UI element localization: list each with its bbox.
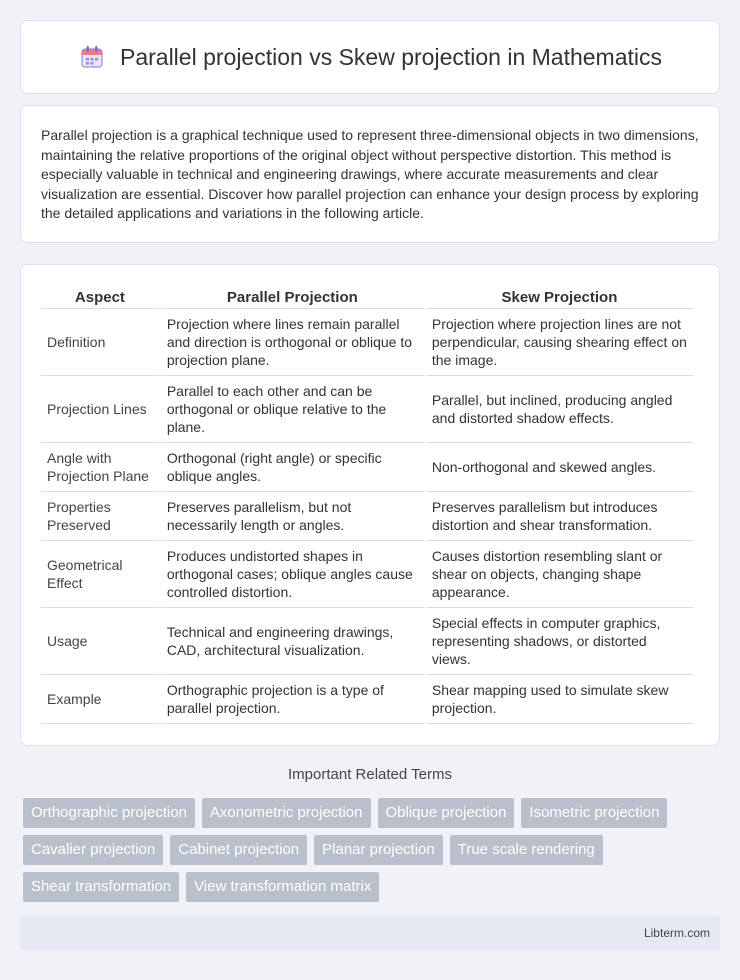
skew-cell: Special effects in computer graphics, representing shadows, or distorted views.: [426, 608, 693, 675]
page-title: Parallel projection vs Skew projection in Mathematics: [119, 43, 663, 70]
aspect-cell: Properties Preserved: [41, 492, 159, 541]
table-row: [41, 675, 693, 724]
parallel-cell: Projection where lines remain parallel and direction is orthogonal or oblique to projection plane.: [161, 309, 424, 376]
related-term-tag[interactable]: Isometric projection: [521, 798, 667, 828]
aspect-cell: Projection Lines: [41, 376, 159, 443]
related-term-tag[interactable]: Oblique projection: [378, 798, 515, 828]
aspect-cell: Angle with Projection Plane: [41, 443, 159, 492]
skew-cell: Preserves parallelism but introduces distortion and shear transformation.: [426, 492, 693, 541]
intro-card: [20, 105, 720, 243]
header: [78, 43, 662, 71]
related-term-tag[interactable]: Planar projection: [314, 835, 443, 865]
skew-cell: Projection where projection lines are not perpendicular, causing shearing effect on the image.: [426, 309, 693, 376]
tag-row: [23, 835, 723, 865]
calendar-icon: [78, 43, 106, 71]
comparison-card: [20, 264, 720, 746]
parallel-cell: Orthogonal (right angle) or specific oblique angles.: [161, 443, 424, 492]
footer: [20, 916, 720, 950]
aspect-cell: Example: [41, 675, 159, 724]
tag-row: [23, 798, 723, 828]
comparison-table: [39, 285, 695, 724]
column-header: Parallel Projection: [161, 285, 424, 309]
related-terms: [23, 798, 723, 909]
parallel-cell: Parallel to each other and can be orthogonal or oblique relative to the plane.: [161, 376, 424, 443]
column-header: Aspect: [41, 285, 159, 309]
aspect-cell: Definition: [41, 309, 159, 376]
aspect-cell: Geometrical Effect: [41, 541, 159, 608]
intro-paragraph: Parallel projection is a graphical technique used to represent three-dimensional objects in two dimensions, maintaining the relative proportions of the original object without perspective distortion. This method is especially valuable in technical and engineering drawings, where accurate measurements and clear visualization are essential. Discover how parallel projection can enhance your design process by exploring the detailed applications and variations in the following article.: [41, 127, 699, 221]
tag-row: [23, 872, 723, 902]
parallel-cell: Orthographic projection is a type of parallel projection.: [161, 675, 424, 724]
related-term-tag[interactable]: Orthographic projection: [23, 798, 195, 828]
aspect-cell: Usage: [41, 608, 159, 675]
header-card: [20, 20, 720, 94]
table-row: [41, 309, 693, 376]
related-term-tag[interactable]: True scale rendering: [450, 835, 603, 865]
table-header-row: [41, 285, 693, 309]
table-row: [41, 443, 693, 492]
table-row: [41, 541, 693, 608]
related-terms-title: Important Related Terms: [288, 766, 452, 783]
parallel-cell: Produces undistorted shapes in orthogonal cases; oblique angles cause controlled distortion.: [161, 541, 424, 608]
skew-cell: Causes distortion resembling slant or shear on objects, changing shape appearance.: [426, 541, 693, 608]
related-term-tag[interactable]: Cabinet projection: [170, 835, 307, 865]
column-header: Skew Projection: [426, 285, 693, 309]
table-row: [41, 608, 693, 675]
skew-cell: Parallel, but inclined, producing angled and distorted shadow effects.: [426, 376, 693, 443]
footer-site-link[interactable]: Libterm.com: [643, 926, 710, 940]
related-term-tag[interactable]: Axonometric projection: [202, 798, 371, 828]
related-term-tag[interactable]: Shear transformation: [23, 872, 179, 902]
skew-cell: Non-orthogonal and skewed angles.: [426, 443, 693, 492]
table-row: [41, 492, 693, 541]
related-term-tag[interactable]: Cavalier projection: [23, 835, 163, 865]
table-row: [41, 376, 693, 443]
parallel-cell: Preserves parallelism, but not necessarily length or angles.: [161, 492, 424, 541]
related-term-tag[interactable]: View transformation matrix: [186, 872, 379, 902]
parallel-cell: Technical and engineering drawings, CAD, architectural visualization.: [161, 608, 424, 675]
skew-cell: Shear mapping used to simulate skew projection.: [426, 675, 693, 724]
